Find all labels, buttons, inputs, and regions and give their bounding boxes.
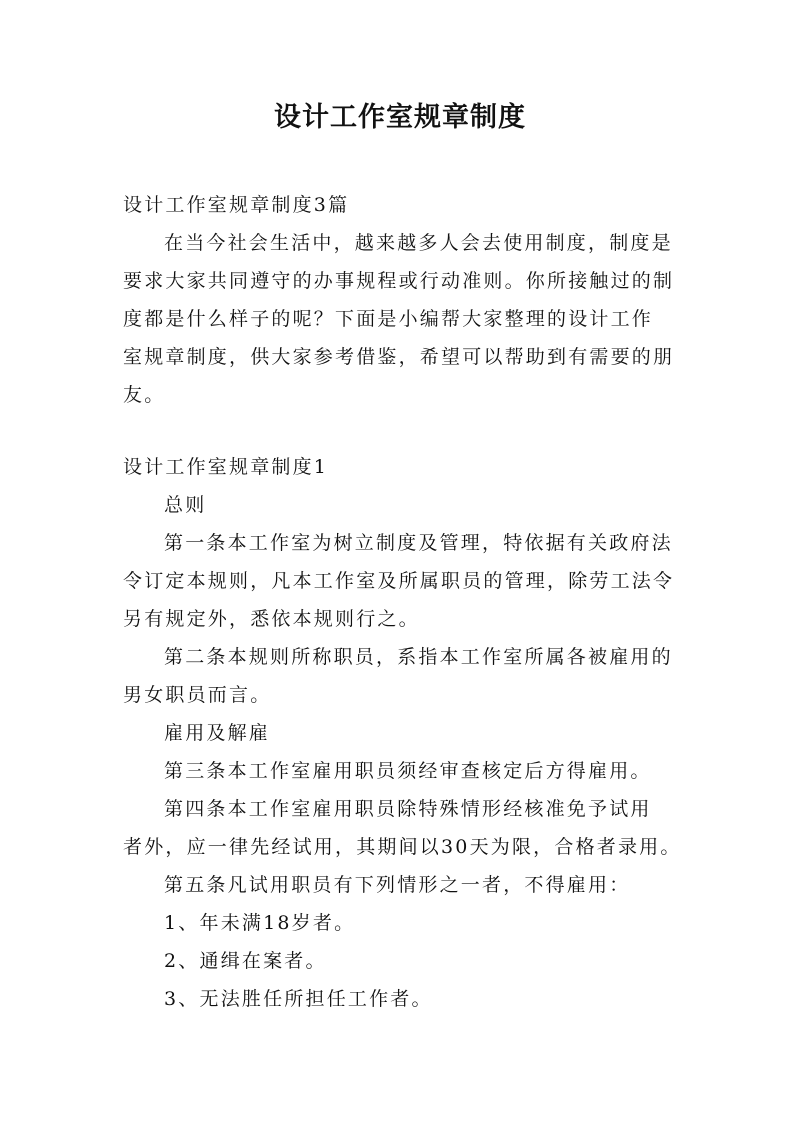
paragraph-line: 第三条本工作室雇用职员须经审查核定后方得雇用。 [164,760,652,782]
paragraph-line: 男女职员而言。 [123,684,272,706]
document-title: 设计工作室规章制度 [274,102,526,133]
section-heading: 设计工作室规章制度1 [123,456,329,478]
list-item: 3、无法胜任所担任工作者。 [164,988,433,1010]
paragraph-line: 室规章制度，供大家参考借鉴，希望可以帮助到有需要的朋 [123,346,675,368]
section-heading: 设计工作室规章制度3篇 [123,194,350,216]
subsection-heading: 总则 [164,494,207,516]
paragraph-line: 者外，应一律先经试用，其期间以30天为限，合格者录用。 [123,836,682,858]
subsection-heading: 雇用及解雇 [164,722,271,744]
paragraph-line: 度都是什么样子的呢？下面是小编帮大家整理的设计工作 [123,308,654,330]
paragraph-line: 友。 [123,384,166,406]
paragraph-line: 另有规定外，悉依本规则行之。 [123,608,420,630]
list-item: 2、通缉在案者。 [164,950,327,972]
paragraph-line: 第四条本工作室雇用职员除特殊情形经核准免予试用 [164,798,652,820]
paragraph-line: 第一条本工作室为树立制度及管理，特依据有关政府法 [164,532,673,554]
paragraph-line: 要求大家共同遵守的办事规程或行动准则。你所接触过的制 [123,270,675,292]
paragraph-line: 令订定本规则，凡本工作室及所属职员的管理，除劳工法令 [123,570,675,592]
list-item: 1、年未满18岁者。 [164,912,356,934]
paragraph-line: 第二条本规则所称职员，系指本工作室所属各被雇用的 [164,646,673,668]
paragraph-line: 在当今社会生活中，越来越多人会去使用制度，制度是 [164,232,673,254]
paragraph-line: 第五条凡试用职员有下列情形之一者，不得雇用： [164,874,631,896]
